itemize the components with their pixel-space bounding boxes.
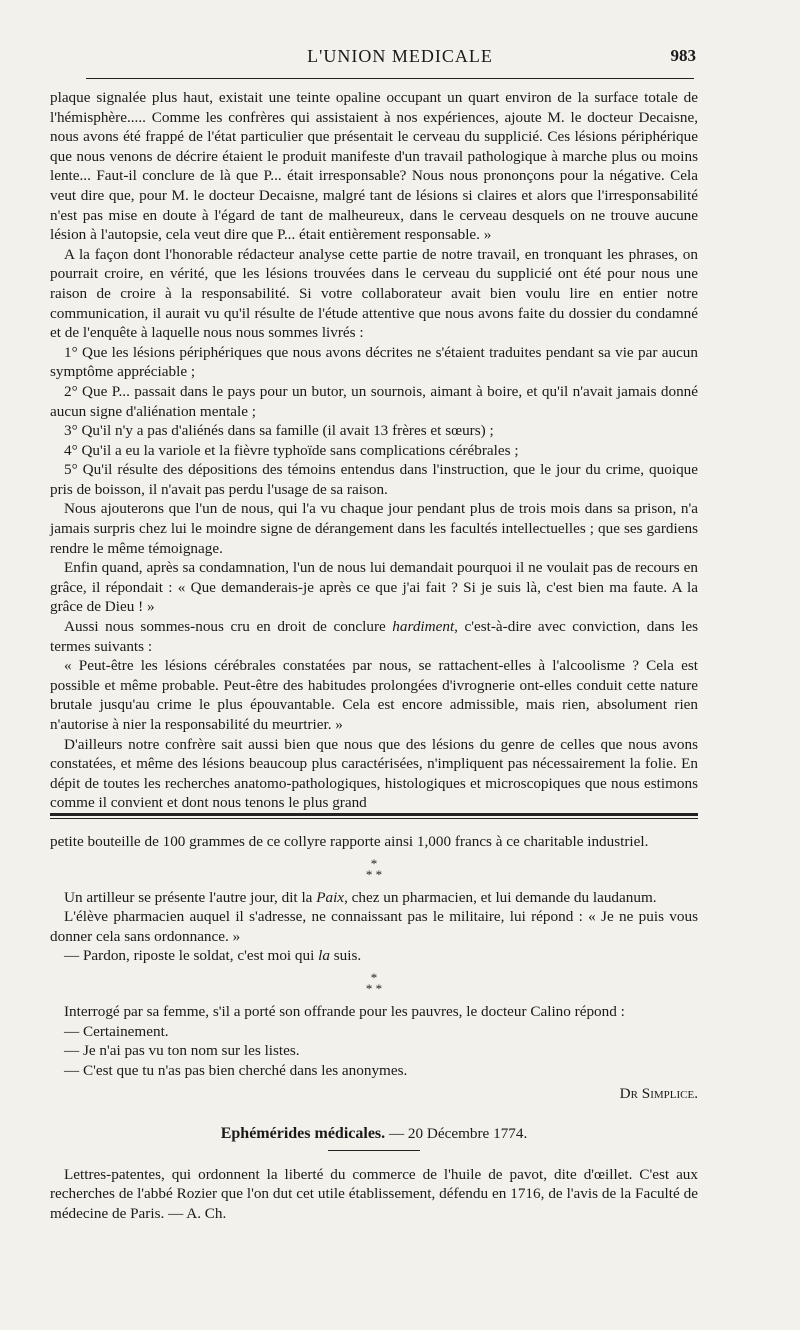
- dialogue-line: — Je n'ai pas vu ton nom sur les listes.: [64, 1042, 300, 1060]
- section-title-name: Ephémérides médicales.: [220, 1124, 386, 1142]
- feuilleton-paragraph: [50, 888, 698, 908]
- section-title: [50, 1124, 698, 1151]
- feuilleton-paragraph: Interrogé par sa femme, s'il a porté son offrande pour les pauvres, le docteur Calino répond :: [64, 1002, 625, 1020]
- feuilleton-separator: [50, 813, 698, 819]
- header-rule: [86, 78, 694, 79]
- conclusion-paragraph: [50, 617, 698, 656]
- text-run: , chez un pharmacien, et lui demande du laudanum.: [344, 888, 657, 906]
- text-run: , c'est-à-dire avec conviction, dans les termes suivants :: [50, 618, 698, 655]
- list-item: 2° Que P... passait dans le pays pour un butor, un sournois, aimant à boire, et qu'il n'avait jamais donné aucun signe d'aliénation mentale ;: [50, 382, 698, 420]
- article-body: [50, 88, 698, 813]
- running-head: L'UNION MEDICALE: [307, 46, 493, 66]
- dialogue-line: — Certainement.: [64, 1022, 169, 1040]
- page-header: [0, 44, 800, 74]
- dialogue-line: — C'est que tu n'as pas bien cherché dans les anonymes.: [64, 1061, 408, 1079]
- title-rule: [328, 1150, 420, 1151]
- article-paragraph: A la façon dont l'honorable rédacteur analyse cette partie de notre travail, en tronquant les phrases, on pourrait croire, en vérité, que les lésions trouvées dans le cerveau du supplicié ont été pour nous une raison de croire à la responsabilité. Si votre collaborateur avait bien voulu lire en entier notre communication, il aurait vu qu'il résulte de l'étude attentive que nous avons faite du dossier du condamné et de l'enquête à laquelle nous nous sommes livrés :: [50, 245, 698, 342]
- signature: Dr Simplice.: [619, 1085, 698, 1103]
- page-number: 983: [670, 46, 696, 65]
- text-run: Aussi nous sommes-nous cru en droit de conclure: [64, 618, 393, 636]
- feuilleton-paragraph: L'élève pharmacien auquel il s'adresse, ne connaissant pas le militaire, lui répond : « Je ne puis vous donner cela sans ordonnance. »: [50, 908, 698, 945]
- article-paragraph: Nous ajouterons que l'un de nous, qui l'a vu chaque jour pendant plus de trois mois dans sa prison, n'a jamais surpris chez lui le moindre signe de dérangement dans les facultés intellectuelles ; que ses gardiens rendre le même témoignage.: [50, 500, 698, 557]
- section-title-date: — 20 Décembre 1774.: [385, 1124, 528, 1142]
- asterism: * * *: [365, 855, 383, 882]
- feuilleton-paragraph: Lettres-patentes, qui ordonnent la liberté du commerce de l'huile de pavot, dite d'œillet. C'est aux recherches de l'abbé Rozier que l'on dut cet utile établissement, défendu en 1716, de l'avis de la Faculté de médecine de Paris. — A. Ch.: [50, 1165, 698, 1222]
- separator-thick-line: [50, 813, 698, 816]
- text-run: Un artilleur se présente l'autre jour, dit la: [64, 888, 317, 906]
- feuilleton-body: [50, 832, 698, 1223]
- article-paragraph: D'ailleurs notre confrère sait aussi bien que nous que des lésions du genre de celles que nous avons constatées, et même des lésions beaucoup plus caractérisées, n'impliquent pas nécessairement la folie. En dépit de toutes les recherches anatomo-pathologiques, histologiques et microscopiques que nous estimons comme il convient et dont nous tenons le plus grand: [50, 735, 698, 812]
- text-run: — Pardon, riposte le soldat, c'est moi qui: [64, 947, 319, 965]
- feuilleton-paragraph: [50, 946, 698, 966]
- quote-paragraph: « Peut-être les lésions cérébrales constatées par nous, se rattachent-elles à l'alcoolisme ? Cela est possible et même probable. Peut-être des habitudes prolongées d'ivrognerie ont-elles conduit cette nature brutale jusqu'au crime le plus épouvantable. Cela est encore admissible, mais rien, absolument rien n'autorise à nier la responsabilité du meurtrier. »: [50, 657, 698, 733]
- list-item: 3° Qu'il n'y a pas d'aliénés dans sa famille (il avait 13 frères et sœurs) ;: [64, 422, 494, 440]
- emphasis: la: [318, 947, 330, 965]
- asterism: * * *: [365, 969, 383, 996]
- article-paragraph: plaque signalée plus haut, existait une teinte opaline occupant un quart environ de la surface totale de l'hémisphère..... Comme les confrères qui assistaient à nos expériences, ajoute M. le docteur Decaisne, nous avons été frappé de l'état particulier que présentait le cerveau du supplicié. Ces lésions périphérique que nous venons de décrire étaient le produit manifeste d'un travail pathologique à marche plus ou moins lente... Faut-il conclure de là que P... était irresponsable? Nous nous prononçons pour la négative. Cela veut dire que, pour M. le docteur Decaisne, malgré tant de lésions si claires et alors que l'irresponsabilité n'est pas mise en doute à l'égard de tant de malheureux, dans le cerveau desquels on ne trouve aucune lésion à l'autopsie, cela veut dire que P... était entièrement responsable. »: [50, 89, 698, 244]
- list-item: 5° Qu'il résulte des dépositions des témoins entendus dans l'instruction, que le jour du crime, quoique pris de boisson, il n'avait pas perdu l'usage de sa raison.: [50, 461, 698, 498]
- emphasis: hardiment: [392, 618, 455, 636]
- text-run: suis.: [329, 947, 362, 965]
- separator-thin-line: [50, 818, 698, 819]
- emphasis: Paix: [316, 888, 345, 906]
- list-item: 1° Que les lésions périphériques que nous avons décrites ne s'étaient traduites pendant sa vie par aucun symptôme appréciable ;: [50, 343, 698, 381]
- article-paragraph: Enfin quand, après sa condamnation, l'un de nous lui demandait pourquoi il ne voulait pas de recours en grâce, il répondait : « Que demanderais-je après ce que j'ai fait ? Si je suis là, c'est bien ma faute. A la grâce de Dieu ! »: [50, 559, 698, 616]
- list-item: 4° Qu'il a eu la variole et la fièvre typhoïde sans complications cérébrales ;: [64, 441, 519, 459]
- feuilleton-paragraph: petite bouteille de 100 grammes de ce collyre rapporte ainsi 1,000 francs à ce charitable industriel.: [50, 833, 649, 850]
